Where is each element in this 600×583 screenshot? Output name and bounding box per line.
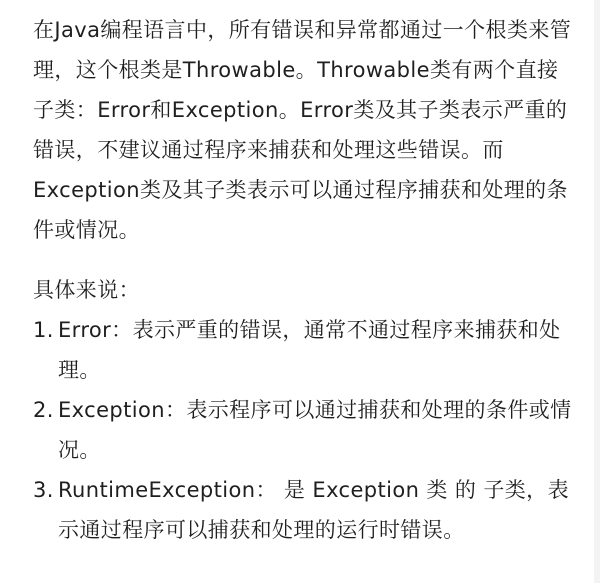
subheading: 具体来说：	[33, 278, 140, 302]
list-item	[33, 470, 573, 550]
list-number: 1.	[33, 318, 54, 342]
intro-paragraph: 在Java编程语言中，所有错误和异常都通过一个根类来管理，这个根类是Throwable。Throwable类有两个直接子类：Error和Exception。Error类及其子类表示严重的错误，不建议通过程序来捕获和处理这些错误。而Exception类及其子类表示可以通过程序捕获和处理的条件或情况。	[33, 18, 572, 242]
scrollbar-track[interactable]	[594, 0, 600, 583]
details-section	[33, 270, 573, 550]
list-item	[33, 310, 573, 390]
list-item-text: Error：表示严重的错误，通常不通过程序来捕获和处理。	[58, 318, 561, 382]
list-item-text: Exception：表示程序可以通过捕获和处理的条件或情况。	[58, 398, 572, 462]
list-item	[33, 390, 573, 470]
list-item-text: RuntimeException： 是 Exception 类 的 子类，表示通过程序可以捕获和处理的运行时错误。	[58, 478, 569, 542]
list-number: 2.	[33, 398, 54, 422]
exception-list	[33, 310, 573, 550]
document-body	[33, 10, 573, 550]
list-number: 3.	[33, 478, 54, 502]
